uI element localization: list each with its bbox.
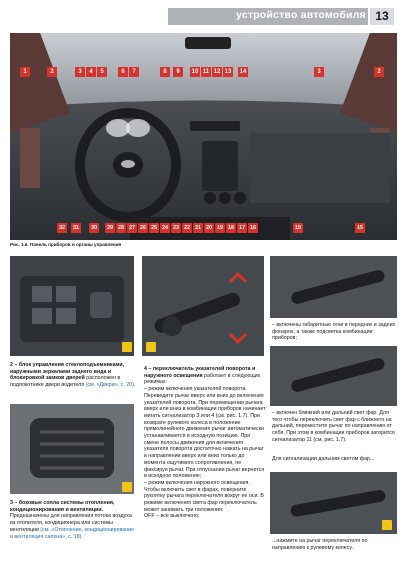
header-title: устройство автомобиля bbox=[236, 9, 366, 21]
camera-badge-icon bbox=[122, 342, 132, 352]
callout-bottom-22: 22 bbox=[183, 225, 191, 231]
item-2-ref-link[interactable]: (см. «Двери», с. 20). bbox=[85, 382, 136, 389]
callout-top-3-right: 3 bbox=[314, 67, 324, 77]
callout-bottom-28: 28 bbox=[117, 225, 125, 231]
page-header bbox=[0, 0, 405, 28]
right-text-2: – включен ближний или дальний свет фар. Для того чтобы переключить свет фар с ближнего на дальний, переместите рычаг по направлению от себя. При этом в комбинации приборов загорится сигнализатор 11 (см. рис. 1.7). bbox=[272, 410, 395, 443]
callout-top-5: 5 bbox=[97, 67, 107, 77]
light-switch-position-1 bbox=[270, 256, 397, 318]
dashboard-illustration bbox=[10, 33, 397, 240]
figure-caption: Рис. 1.6. Панель приборов и органы управления bbox=[10, 242, 122, 247]
callout-top-4: 4 bbox=[86, 67, 96, 77]
callout-top-7: 7 bbox=[129, 67, 139, 77]
callout-top-6: 6 bbox=[118, 67, 128, 77]
callout-bottom-31: 31 bbox=[72, 225, 80, 231]
callout-top-12: 12 bbox=[213, 69, 221, 75]
item-2-number: 2 bbox=[10, 362, 13, 368]
callout-top-10: 10 bbox=[191, 69, 199, 75]
callout-top-9: 9 bbox=[173, 67, 183, 77]
callout-top-1: 1 bbox=[20, 67, 30, 77]
callout-bottom-29: 29 bbox=[106, 225, 114, 231]
item-3-body: Предназначены для направления потока воздуха из отопителя, кондиционера или системы вентиляции bbox=[10, 513, 132, 533]
callout-bottom-15-right: 15 bbox=[356, 225, 364, 231]
callout-bottom-30: 30 bbox=[90, 225, 98, 231]
item-4-para-3: OFF – все выключено; bbox=[144, 513, 200, 520]
camera-badge-icon bbox=[146, 342, 156, 352]
item-2-title: – блок управления стеклоподъемниками, наружными зеркалами заднего вида и блокировкой замков дверей bbox=[10, 362, 125, 382]
item-3-title: – боковые сопла системы отопления, кондиционирования и вентиляции. bbox=[10, 500, 115, 513]
callout-bottom-18: 18 bbox=[227, 225, 235, 231]
flash-illustration bbox=[270, 472, 397, 534]
callout-bottom-23: 23 bbox=[172, 225, 180, 231]
callout-top-2-right: 2 bbox=[374, 67, 384, 77]
callout-bottom-19: 19 bbox=[216, 225, 224, 231]
right-text-3: Для сигнализации дальним светом фар... bbox=[272, 456, 375, 462]
callout-top-8: 8 bbox=[160, 67, 170, 77]
right-text-4: ...нажмите на рычаг переключателя по направлению к рулевому колесу. bbox=[272, 538, 368, 551]
parking-lights-photo bbox=[270, 256, 397, 318]
vent-photo bbox=[10, 404, 134, 494]
callout-bottom-24: 24 bbox=[161, 225, 169, 231]
callout-bottom-25: 25 bbox=[150, 225, 158, 231]
door-panel-photo bbox=[10, 256, 134, 356]
callout-top-13: 13 bbox=[224, 69, 232, 75]
callout-top-11: 11 bbox=[202, 69, 210, 75]
callout-bottom-32: 32 bbox=[58, 225, 66, 231]
item-4-number: 4 bbox=[144, 366, 147, 372]
page-number: 13 bbox=[370, 8, 394, 25]
item-4-text bbox=[144, 366, 266, 520]
callout-top-14: 14 bbox=[239, 69, 247, 75]
item-2-text bbox=[10, 362, 138, 389]
callout-bottom-17: 17 bbox=[238, 225, 246, 231]
high-beam-flash-photo bbox=[270, 472, 397, 534]
callout-bottom-21: 21 bbox=[194, 225, 202, 231]
callout-bottom-16: 16 bbox=[249, 225, 257, 231]
item-4-para-2: – режим включения наружного освещения. Чтобы включить свет в фарах, поверните рукоятку рычага переключателя вокруг ее оси. В режиме включения света фар переключатель может занимать три положения: bbox=[144, 479, 264, 513]
door-controls-illustration bbox=[10, 256, 134, 356]
item-3-text bbox=[10, 500, 138, 540]
turn-signal-stalk-photo bbox=[142, 256, 264, 356]
item-2-body: расположен в подлокотнике двери водителя bbox=[10, 375, 121, 389]
callout-bottom-20: 20 bbox=[205, 225, 213, 231]
stalk-illustration bbox=[142, 256, 264, 356]
vent-illustration bbox=[10, 404, 134, 494]
dashboard-photo bbox=[10, 33, 397, 240]
callout-bottom-15: 15 bbox=[294, 225, 302, 231]
right-text-1: – включены габаритные огни в передних и задних фонарях, а также подсветка комбинации приборов; bbox=[272, 322, 396, 342]
item-4-para-1: – режим включения указателей поворота. Переведите рычаг вверх или вниз до включения указателей поворота. При перемещении рычага вверх или вниз в комбинации приборов начинает мигать сигнализатор 3 или 4 (см. рис. 1.7). При возврате рулевого колеса в положение прямолинейного движения рычаг автоматически устанавливается в исходную позицию. При смене полосы движения для включения указателя поворота достаточно нажать на рычаг в направлении вверх или вниз только до момента ощутимого сопротивления, не фиксируя рычаг. При отпускании рычаг вернется в исходное положение; bbox=[144, 386, 266, 480]
item-3-number: 3 bbox=[10, 500, 13, 506]
item-4-intro: работает в следующих режимах: bbox=[144, 372, 261, 386]
low-beam-photo bbox=[270, 346, 397, 406]
camera-badge-icon bbox=[122, 482, 132, 492]
callout-bottom-27: 27 bbox=[128, 225, 136, 231]
light-switch-position-2 bbox=[270, 346, 397, 406]
callout-bottom-26: 26 bbox=[139, 225, 147, 231]
camera-badge-icon bbox=[382, 520, 392, 530]
item-3-ref-link[interactable]: (см. «Отопление, кондиционирование и вентиляция салона», с. 18). bbox=[10, 526, 135, 540]
item-4-title: – переключатель указателей поворота и наружного освещения bbox=[144, 366, 256, 379]
callout-top-3: 3 bbox=[75, 67, 85, 77]
callout-top-2: 2 bbox=[47, 67, 57, 77]
